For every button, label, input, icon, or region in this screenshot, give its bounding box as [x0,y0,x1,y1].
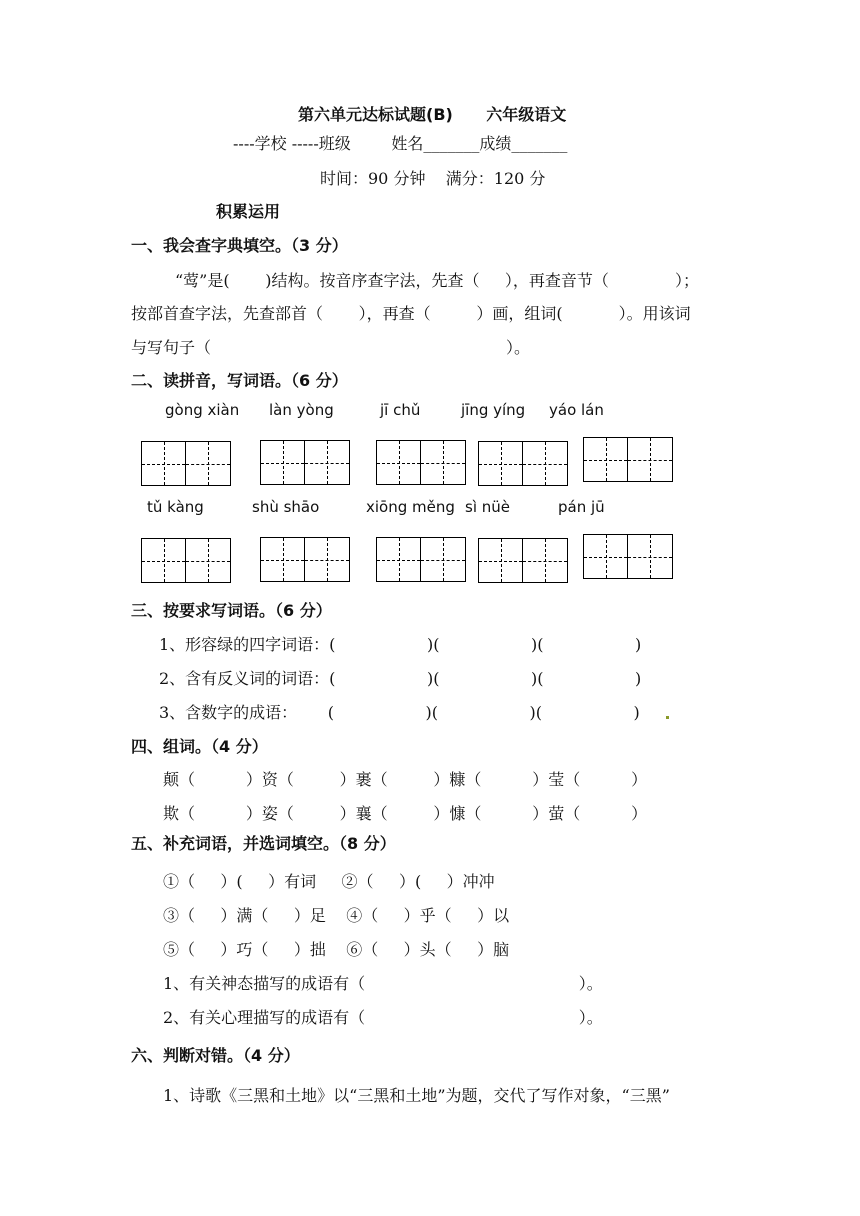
pinyin-label: jīng yíng [461,401,526,419]
student-info-line: ----学校 -----班级 姓名_______成绩_______ [233,134,568,153]
q1-heading: 一、我会查字典填空。（3 分） [131,236,348,255]
q2-heading: 二、读拼音，写词语。（6 分） [131,371,348,390]
q6-item: 1、诗歌《三黑和土地》以“三黑和土地”为题，交代了写作对象，“三黑” [163,1086,670,1105]
pinyin-label: pán jū [558,498,605,516]
pinyin-label: làn yòng [269,401,334,419]
stray-mark [666,716,669,719]
pinyin-label: gòng xiàn [165,401,240,419]
q6-heading: 六、判断对错。（4 分） [131,1046,300,1065]
writing-grid[interactable] [583,534,673,579]
writing-grid[interactable] [141,538,231,583]
q3-item: 2、含有反义词的词语：( )( )( ) [159,669,642,688]
pinyin-label: tǔ kàng [147,498,204,516]
q5-row: ③（ ）满（ ）足 ④（ ）乎（ ）以 [163,906,510,925]
q3-heading: 三、按要求写词语。（6 分） [131,601,332,620]
q5-fill: 2、有关心理描写的成语有（ ）。 [163,1008,603,1027]
page-title: 第六单元达标试题(B) 六年级语文 [298,105,567,124]
section-label: 积累运用 [216,202,281,221]
q5-heading: 五、补充词语，并选词填空。（8 分） [131,834,396,853]
q1-line: 按部首查字法，先查部首（ ），再查（ ）画，组词( ）。用该词 [131,304,691,323]
q1-line: 与写句子（ ）。 [131,338,530,357]
writing-grid[interactable] [260,440,350,485]
q5-row: ①（ ）( ）有词 ②（ ）( ）冲冲 [163,872,495,891]
q5-row: ⑤（ ）巧（ ）拙 ⑥（ ）头（ ）脑 [163,940,510,959]
writing-grid[interactable] [141,441,231,486]
writing-grid[interactable] [376,537,466,582]
q4-row: 颠（ ）资（ ）裹（ ）糠（ ）莹（ ） [163,770,648,789]
pinyin-label: shù shāo [252,498,320,516]
writing-grid[interactable] [583,437,673,482]
exam-time-line: 时间：90 分钟 满分：120 分 [320,169,546,188]
writing-grid[interactable] [478,441,568,486]
pinyin-label: sì nüè [465,498,510,516]
q1-line: “莺”是( )结构。按音序查字法，先查（ ），再查音节（ ）； [175,271,699,290]
q4-row: 欺（ ）姿（ ）襄（ ）慷（ ）萤（ ） [163,804,648,823]
q4-heading: 四、组词。（4 分） [131,737,268,756]
pinyin-label: jī chǔ [380,401,421,419]
writing-grid[interactable] [478,538,568,583]
writing-grid[interactable] [260,537,350,582]
q3-item: 3、含数字的成语： ( )( )( ) [159,703,640,722]
q5-fill: 1、有关神态描写的成语有（ ）。 [163,974,603,993]
writing-grid[interactable] [376,440,466,485]
pinyin-label: xiōng měng [366,498,455,516]
pinyin-label: yáo lán [549,401,604,419]
q3-item: 1、形容绿的四字词语：( )( )( ) [159,635,642,654]
